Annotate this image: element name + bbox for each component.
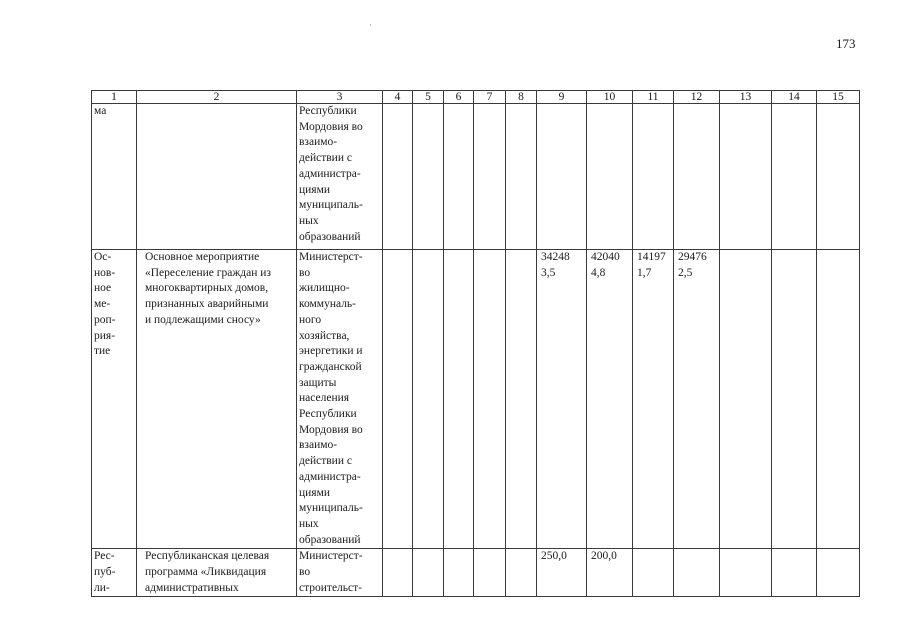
value-cell: 14197 1,7 bbox=[633, 250, 674, 549]
data-cell bbox=[772, 104, 817, 250]
data-cell bbox=[383, 549, 413, 597]
col-header: 11 bbox=[633, 91, 674, 104]
name-cell: Основное мероприятие «Переселение граждан из многоквартирных домов, признанных аварийными и подлежащими сносу» bbox=[137, 250, 297, 549]
data-cell bbox=[772, 549, 817, 597]
data-cell bbox=[720, 104, 772, 250]
executor-cell: Министерст- во жилищно- коммуналь- ного хозяйства, энергетики и гражданской защиты населения Республики Мордовия во взаимо- действии с администра- циями муниципаль- ных образований bbox=[297, 250, 383, 549]
data-cell bbox=[720, 250, 772, 549]
table-row bbox=[92, 104, 860, 250]
value-cell bbox=[674, 549, 720, 597]
status-cell: ма bbox=[92, 104, 137, 250]
col-header: 7 bbox=[474, 91, 506, 104]
data-cell bbox=[413, 549, 444, 597]
page-number: 173 bbox=[836, 36, 856, 51]
col-header: 6 bbox=[444, 91, 474, 104]
data-cell bbox=[506, 250, 537, 549]
value-cell: 34248 3,5 bbox=[537, 250, 587, 549]
col-header: 15 bbox=[817, 91, 860, 104]
data-cell bbox=[474, 104, 506, 250]
table-row bbox=[92, 250, 860, 549]
program-table bbox=[91, 90, 860, 597]
table-row bbox=[92, 549, 860, 597]
executor-cell: Министерст- во строительст- bbox=[297, 549, 383, 597]
data-cell bbox=[474, 250, 506, 549]
col-header: 4 bbox=[383, 91, 413, 104]
value-cell: 250,0 bbox=[537, 549, 587, 597]
name-cell: Республиканская целевая программа «Ликвидация административных bbox=[137, 549, 297, 597]
col-header: 9 bbox=[537, 91, 587, 104]
status-cell: Рес- пуб- ли- bbox=[92, 549, 137, 597]
col-header: 5 bbox=[413, 91, 444, 104]
value-cell bbox=[633, 104, 674, 250]
data-cell bbox=[817, 549, 860, 597]
value-cell: 42040 4,8 bbox=[587, 250, 633, 549]
value-cell bbox=[674, 104, 720, 250]
data-cell bbox=[383, 104, 413, 250]
data-cell bbox=[474, 549, 506, 597]
col-header: 10 bbox=[587, 91, 633, 104]
data-cell bbox=[413, 104, 444, 250]
executor-cell: Республики Мордовия во взаимо- действии с администра- циями муниципаль- ных образований bbox=[297, 104, 383, 250]
value-cell bbox=[537, 104, 587, 250]
value-cell: 29476 2,5 bbox=[674, 250, 720, 549]
data-cell bbox=[506, 549, 537, 597]
name-cell bbox=[137, 104, 297, 250]
data-cell bbox=[506, 104, 537, 250]
col-header: 3 bbox=[297, 91, 383, 104]
data-cell bbox=[444, 549, 474, 597]
scan-speck bbox=[370, 24, 371, 26]
col-header: 13 bbox=[720, 91, 772, 104]
col-header: 12 bbox=[674, 91, 720, 104]
status-cell: Ос- нов- ное ме- роп- рия- тие bbox=[92, 250, 137, 549]
col-header: 2 bbox=[137, 91, 297, 104]
data-cell bbox=[817, 104, 860, 250]
data-cell bbox=[720, 549, 772, 597]
col-header: 14 bbox=[772, 91, 817, 104]
data-cell bbox=[413, 250, 444, 549]
value-cell: 200,0 bbox=[587, 549, 633, 597]
data-cell bbox=[817, 250, 860, 549]
col-header: 8 bbox=[506, 91, 537, 104]
data-cell bbox=[444, 104, 474, 250]
data-cell bbox=[772, 250, 817, 549]
data-cell bbox=[383, 250, 413, 549]
value-cell bbox=[587, 104, 633, 250]
value-cell bbox=[633, 549, 674, 597]
col-header: 1 bbox=[92, 91, 137, 104]
column-number-row bbox=[92, 91, 860, 104]
data-cell bbox=[444, 250, 474, 549]
